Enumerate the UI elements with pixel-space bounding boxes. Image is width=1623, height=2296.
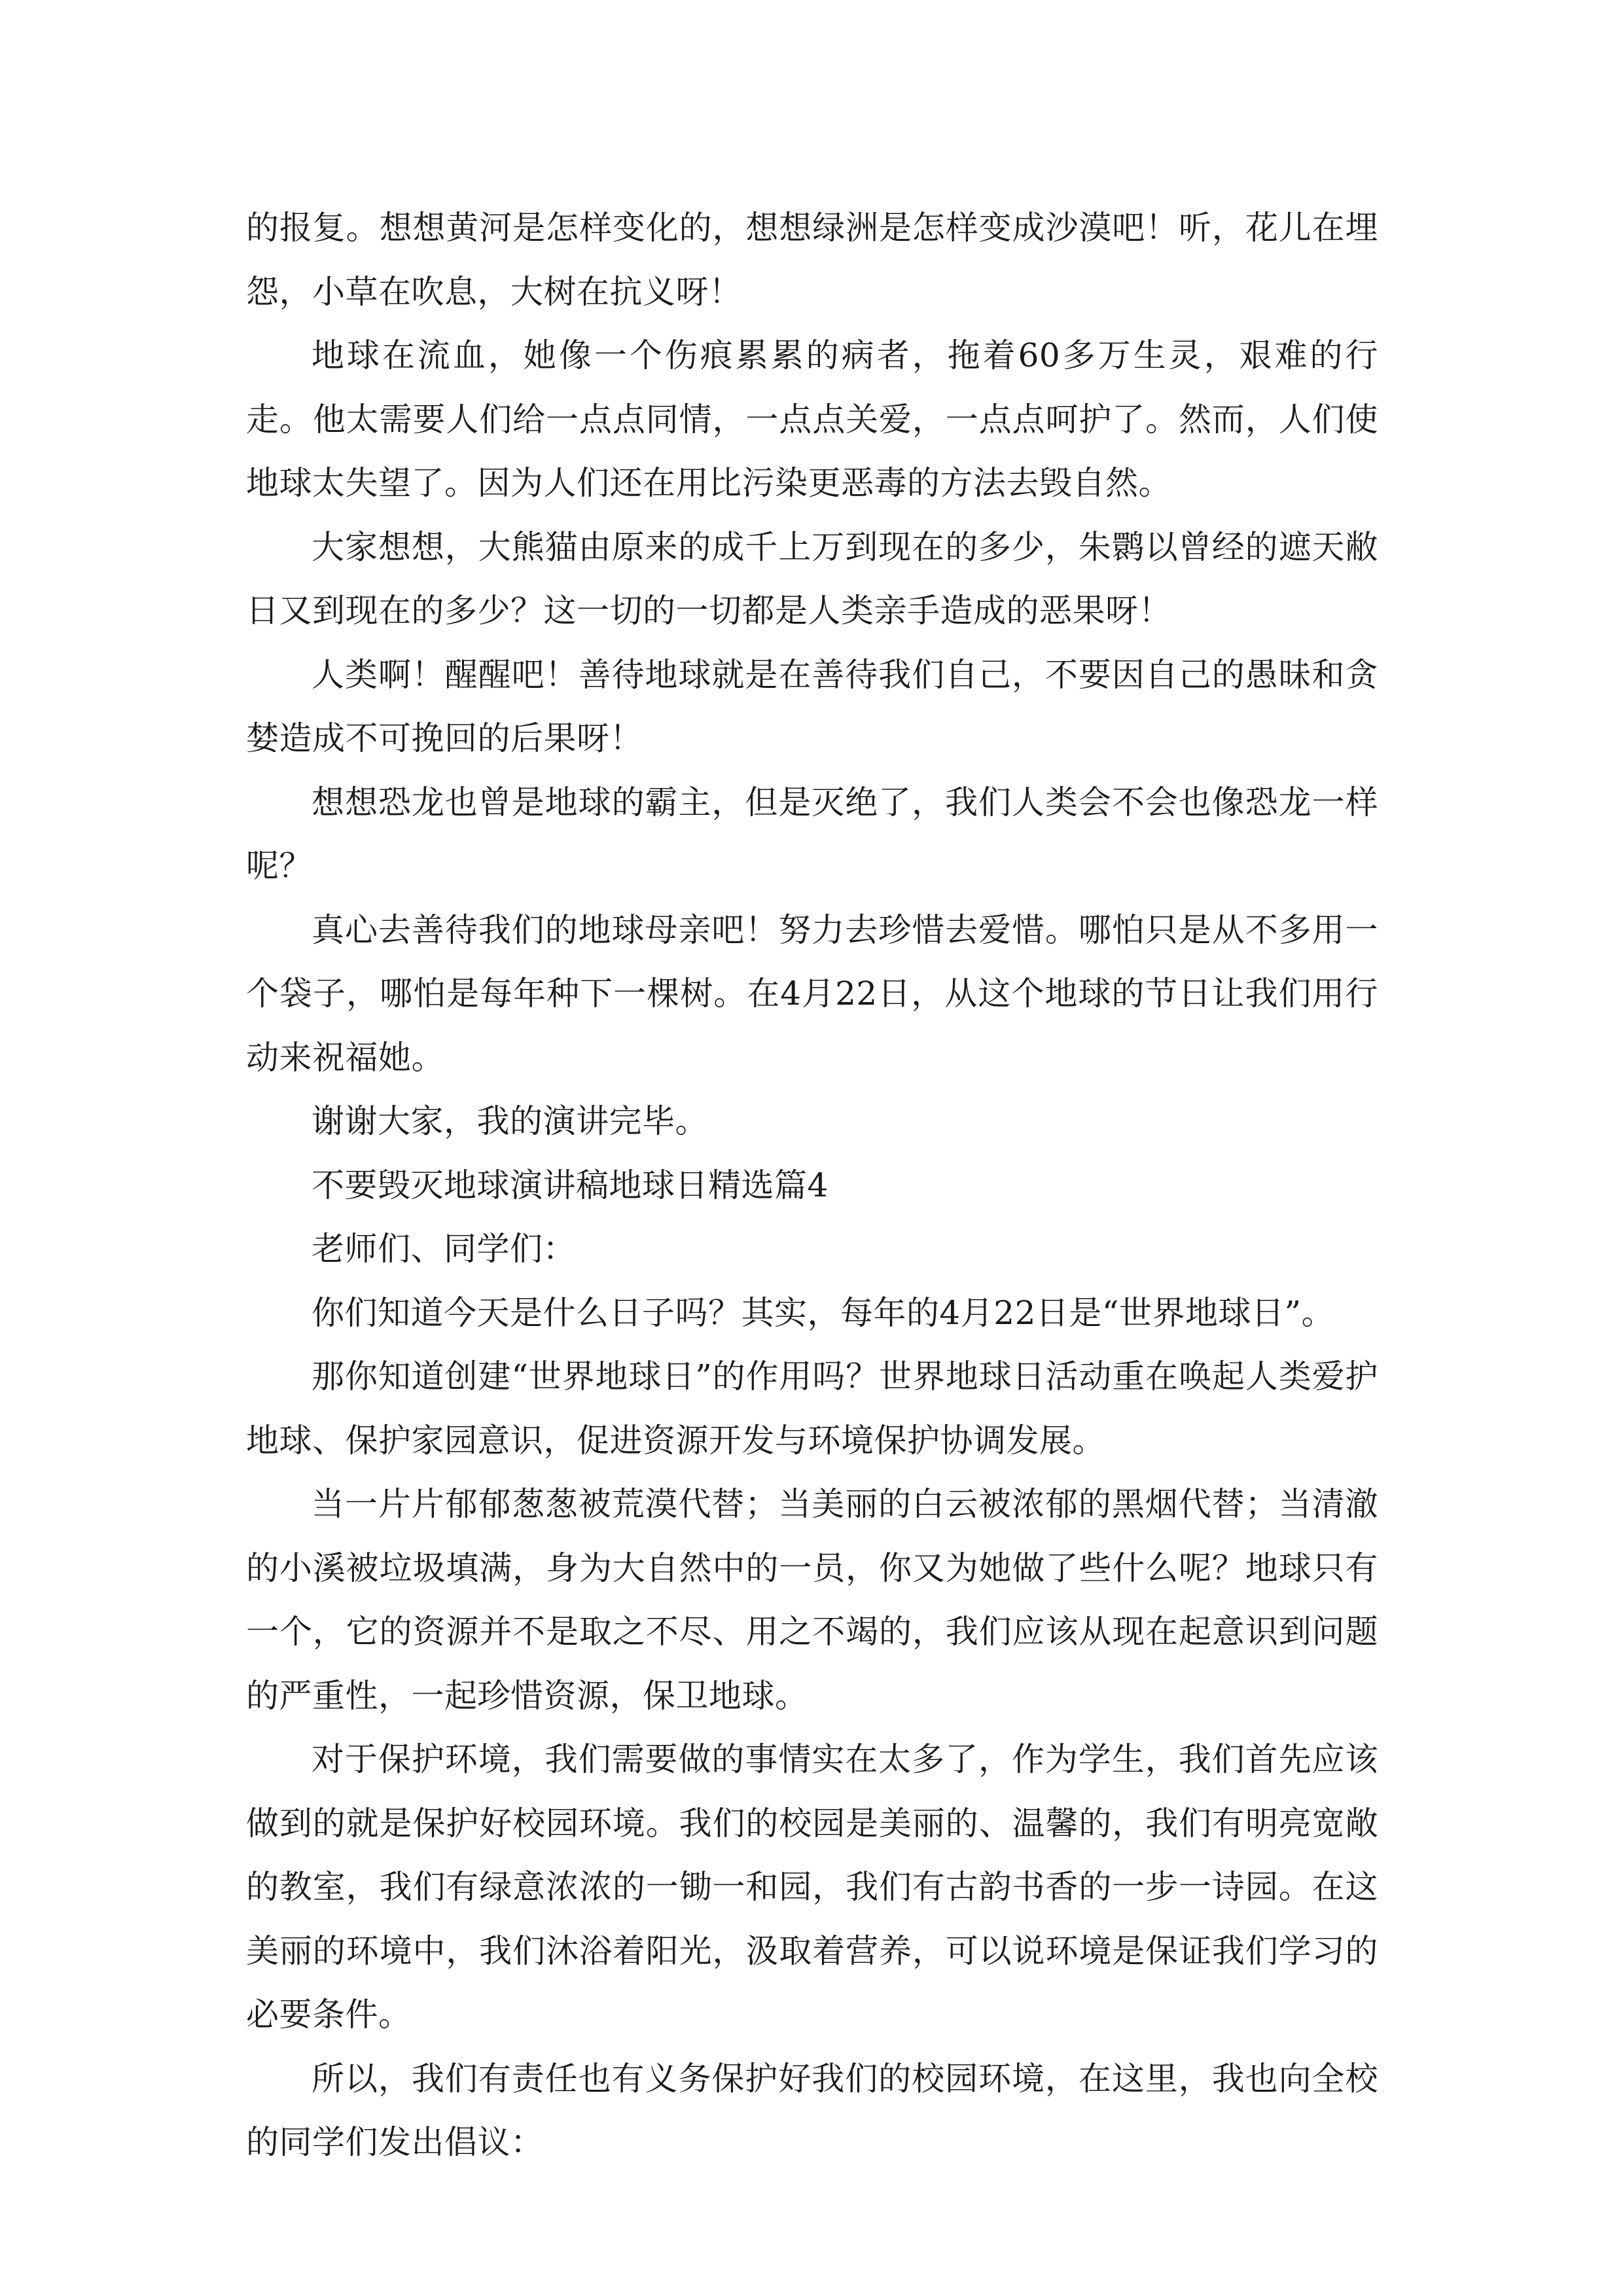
paragraph: 当一片片郁郁葱葱被荒漠代替；当美丽的白云被浓郁的黑烟代替；当清澈的小溪被垃圾填满，身为大自然中的一员，你又为她做了些什么呢？地球只有一个，它的资源并不是取之不尽、用之不竭的，我们应该从现在起意识到问题的严重性，一起珍惜资源，保卫地球。 — [246, 1485, 1378, 1715]
paragraph: 谢谢大家，我的演讲完毕。 — [312, 1102, 708, 1140]
paragraph: 那你知道创建“世界地球日”的作用吗？世界地球日活动重在唤起人类爱护地球、保护家园意识，促进资源开发与环境保护协调发展。 — [246, 1357, 1378, 1460]
salutation: 老师们、同学们： — [312, 1230, 576, 1268]
paragraph: 想想恐龙也曾是地球的霸主，但是灭绝了，我们人类会不会也像恐龙一样呢？ — [246, 783, 1378, 885]
paragraph: 对于保护环境，我们需要做的事情实在太多了，作为学生，我们首先应该做到的就是保护好校园环境。我们的校园是美丽的、温馨的，我们有明亮宽敞的教室，我们有绿意浓浓的一锄一和园，我们有古韵书香的一步一诗园。在这美丽的环境中，我们沐浴着阳光，汲取着营养，可以说环境是保证我们学习的必要条件。 — [246, 1740, 1378, 2034]
paragraph: 大家想想，大熊猫由原来的成千上万到现在的多少，朱鹮以曾经的遮天敝日又到现在的多少？这一切的一切都是人类亲手造成的恶果呀！ — [246, 528, 1378, 630]
paragraph: 地球在流血，她像一个伤痕累累的病者，拖着60多万生灵，艰难的行走。他太需要人们给一点点同情，一点点关爱，一点点呵护了。然而，人们使地球太失望了。因为人们还在用比污染更恶毒的方法去毁自然。 — [246, 336, 1378, 502]
paragraph: 真心去善待我们的地球母亲吧！努力去珍惜去爱惜。哪怕只是从不多用一个袋子，哪怕是每年种下一棵树。在4月22日，从这个地球的节日让我们用行动来祝福她。 — [246, 910, 1378, 1077]
paragraph: 的报复。想想黄河是怎样变化的，想想绿洲是怎样变成沙漠吧！听，花儿在埋怨，小草在吹息，大树在抗义呀！ — [246, 209, 1378, 311]
paragraph: 人类啊！醒醒吧！善待地球就是在善待我们自己，不要因自己的愚昧和贪婪造成不可挽回的后果呀！ — [246, 655, 1378, 757]
section-heading: 不要毁灭地球演讲稿地球日精选篇4 — [312, 1166, 829, 1204]
document-body — [246, 196, 1378, 2175]
paragraph: 你们知道今天是什么日子吗？其实，每年的4月22日是“世界地球日”。 — [312, 1293, 1335, 1332]
paragraph: 所以，我们有责任也有义务保护好我们的校园环境，在这里，我也向全校的同学们发出倡议： — [246, 2059, 1378, 2161]
